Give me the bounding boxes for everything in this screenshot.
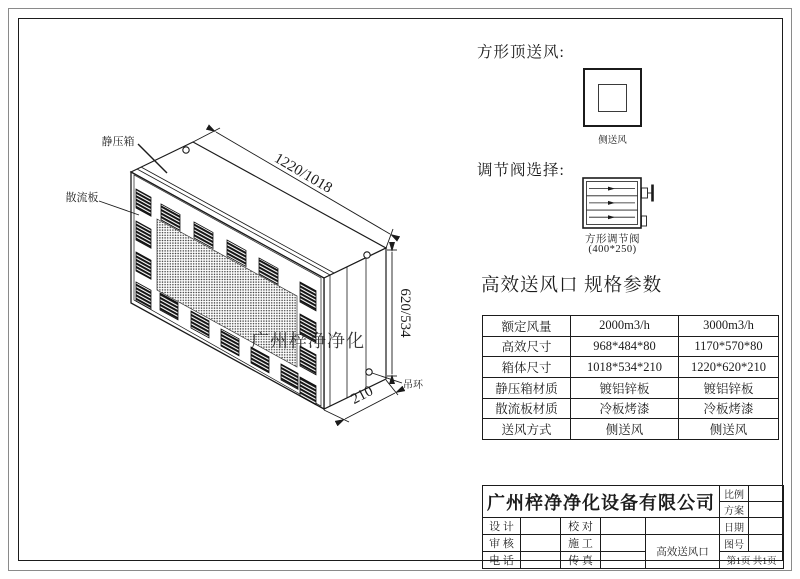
title-block xyxy=(482,485,784,569)
dimension-height-text: 620/534 xyxy=(397,288,413,338)
spec-value-cell: 镀铝锌板 xyxy=(571,377,679,398)
audit-label: 审 核 xyxy=(483,535,521,552)
valve-select-title: 调节阀选择: xyxy=(477,162,565,179)
scale-value-cell xyxy=(749,486,784,502)
dimension-height xyxy=(387,250,397,376)
scale-label: 比例 xyxy=(720,486,749,502)
side-supply-label: 侧送风 xyxy=(598,136,627,146)
scheme-value-cell xyxy=(749,502,784,518)
table-row xyxy=(483,377,779,398)
watermark-text: 广州梓净净化 xyxy=(251,331,365,351)
spec-value-cell: 968*484*80 xyxy=(571,336,679,357)
proof-label: 校 对 xyxy=(561,518,601,535)
table-row xyxy=(483,535,784,552)
proof-value-cell xyxy=(601,518,646,535)
damper-valve-diagram xyxy=(575,172,665,234)
spec-label-cell: 箱体尺寸 xyxy=(483,357,571,378)
spec-title: 高效送风口 规格参数 xyxy=(481,276,663,296)
drawing-no-value-cell xyxy=(749,535,784,552)
design-value-cell xyxy=(521,518,561,535)
spec-label-cell: 高效尺寸 xyxy=(483,336,571,357)
spec-label-cell: 散流板材质 xyxy=(483,398,571,419)
blank-cell xyxy=(646,518,720,535)
spec-value-cell: 冷板烤漆 xyxy=(571,398,679,419)
top-supply-title: 方形顶送风: xyxy=(477,44,565,61)
diffuser-plate-label: 散流板 xyxy=(65,192,99,204)
fax-label: 传 真 xyxy=(561,552,601,569)
damper-handle xyxy=(642,185,653,202)
damper-bottom-tab xyxy=(642,216,647,226)
drawing-no-label: 图号 xyxy=(720,535,749,552)
page-number: 第1页 共1页 xyxy=(720,552,784,569)
spec-value-cell: 3000m3/h xyxy=(679,316,779,337)
isometric-drawing xyxy=(0,0,460,470)
dimension-depth-text: 210 xyxy=(348,383,376,408)
valve-size-label: (400*250) xyxy=(588,244,637,255)
design-label: 设 计 xyxy=(483,518,521,535)
product-name: 高效送风口 xyxy=(646,535,720,569)
spec-label-cell: 送风方式 xyxy=(483,419,571,440)
spec-table xyxy=(482,315,779,440)
audit-value-cell xyxy=(521,535,561,552)
static-pressure-box-label: 静压箱 xyxy=(101,136,135,148)
table-row xyxy=(483,336,779,357)
top-supply-diagram-inner-square xyxy=(598,84,627,112)
lifting-ring-label: 吊环 xyxy=(403,380,423,391)
construct-value-cell xyxy=(601,535,646,552)
table-row xyxy=(483,518,784,535)
fax-value-cell xyxy=(601,552,646,569)
company-name: 广州梓净净化设备有限公司 xyxy=(483,486,720,518)
spec-value-cell: 1018*534*210 xyxy=(571,357,679,378)
phone-value-cell xyxy=(521,552,561,569)
spec-value-cell: 侧送风 xyxy=(679,419,779,440)
spec-value-cell: 2000m3/h xyxy=(571,316,679,337)
scheme-label: 方案 xyxy=(720,502,749,518)
valve-name-label: 方形调节阀 xyxy=(585,234,640,245)
table-row xyxy=(483,316,779,337)
spec-label-cell: 额定风量 xyxy=(483,316,571,337)
table-row xyxy=(483,486,784,502)
phone-label: 电 话 xyxy=(483,552,521,569)
table-row xyxy=(483,398,779,419)
spec-value-cell: 侧送风 xyxy=(571,419,679,440)
table-row xyxy=(483,419,779,440)
dimension-width-text: 1220/1018 xyxy=(271,150,335,197)
table-row xyxy=(483,552,784,569)
date-label: 日期 xyxy=(720,518,749,535)
spec-label-cell: 静压箱材质 xyxy=(483,377,571,398)
spec-value-cell: 冷板烤漆 xyxy=(679,398,779,419)
spec-value-cell: 1220*620*210 xyxy=(679,357,779,378)
construct-label: 施 工 xyxy=(561,535,601,552)
table-row xyxy=(483,357,779,378)
spec-value-cell: 镀铝锌板 xyxy=(679,377,779,398)
spec-value-cell: 1170*570*80 xyxy=(679,336,779,357)
top-supply-diagram xyxy=(583,68,642,127)
date-value-cell xyxy=(749,518,784,535)
